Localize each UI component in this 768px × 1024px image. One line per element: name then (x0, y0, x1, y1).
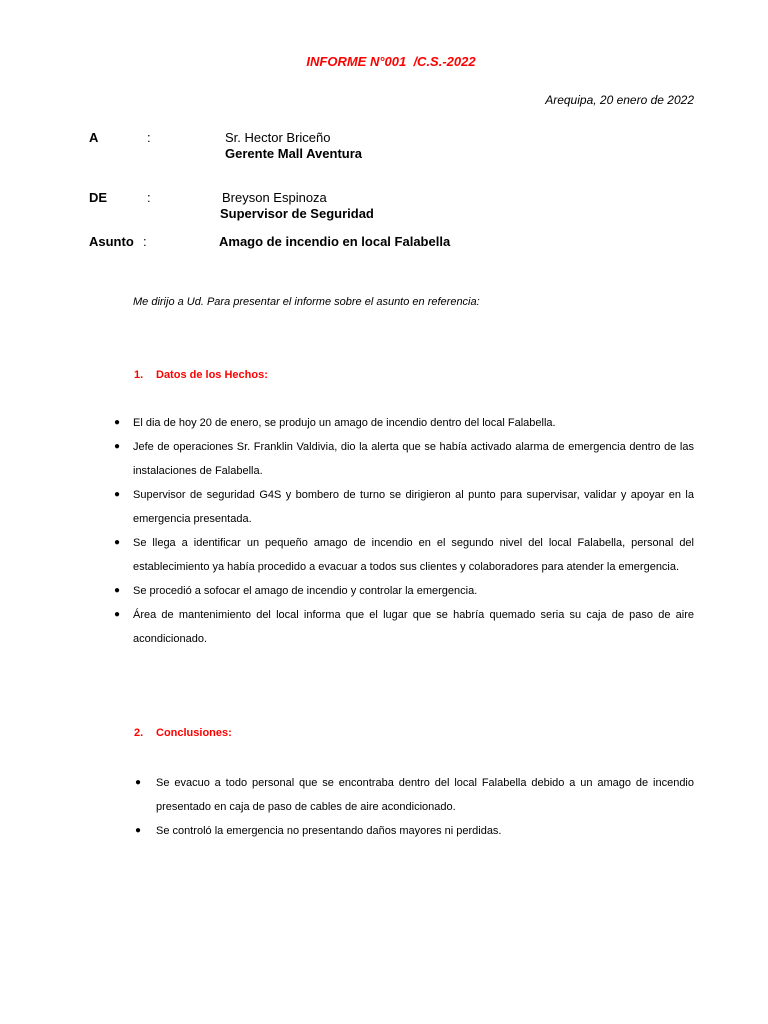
list-item (114, 603, 694, 651)
list-item (135, 771, 694, 819)
list-item-text: Se procedió a sofocar el amago de incendio y controlar la emergencia. (133, 585, 478, 597)
list-item-text: El dia de hoy 20 de enero, se produjo un amago de incendio dentro del local Falabella. (133, 417, 556, 429)
section-title-text: Datos de los Hechos: (156, 369, 268, 381)
bullet-icon: ● (135, 825, 142, 836)
list-item (114, 411, 694, 435)
list-item-text: Se llega a identificar un pequeño amago de incendio en el segundo nivel del local Falabella, personal del establecimiento ya había procedido a evacuar a todos sus clientes y colaboradores para atender la emergencia. (133, 537, 694, 573)
list-item-text: Se evacuo a todo personal que se encontraba dentro del local Falabella debido a un amago de incendio presentado en caja de paso de cables de aire acondicionado. (156, 777, 694, 813)
from-colon: : (147, 190, 151, 205)
list-item (114, 579, 694, 603)
from-position: Supervisor de Seguridad (220, 206, 374, 221)
section-title-conclusiones (134, 727, 232, 739)
from-name: Breyson Espinoza (222, 190, 327, 205)
bullet-icon: ● (114, 537, 121, 548)
subject-colon: : (143, 234, 147, 249)
section-title-text: Conclusiones: (156, 727, 232, 739)
list-item-text: Área de mantenimiento del local informa que el lugar que se habría quemado seria su caja de paso de aire acondicionado. (133, 609, 694, 645)
conclusiones-list (135, 771, 694, 843)
from-label: DE (89, 190, 108, 205)
to-name: Sr. Hector Briceño (225, 130, 331, 145)
section-number: 2. (134, 727, 144, 739)
section-number: 1. (134, 369, 144, 381)
bullet-icon: ● (114, 417, 121, 428)
list-item (114, 531, 694, 579)
bullet-icon: ● (114, 609, 121, 620)
bullet-icon: ● (114, 489, 121, 500)
subject-value: Amago de incendio en local Falabella (219, 234, 451, 249)
to-label: A (89, 130, 99, 145)
list-item-text: Supervisor de seguridad G4S y bombero de turno se dirigieron al punto para supervisar, validar y apoyar en la emergencia presentada. (133, 489, 694, 525)
to-colon: : (147, 130, 151, 145)
from-sender (220, 190, 374, 222)
bullet-icon: ● (135, 777, 142, 788)
section-title-hechos (134, 369, 268, 381)
list-item (114, 435, 694, 483)
subject-label: Asunto (89, 234, 134, 249)
hechos-list (114, 411, 694, 651)
list-item-text: Se controló la emergencia no presentando daños mayores ni perdidas. (156, 825, 502, 837)
list-item (114, 483, 694, 531)
list-item (135, 819, 694, 843)
list-item-text: Jefe de operaciones Sr. Franklin Valdivia, dio la alerta que se había activado alarma de emergencia dentro de las instalaciones de Falabella. (133, 441, 694, 477)
to-position: Gerente Mall Aventura (225, 146, 363, 161)
report-title: INFORME N°001 /C.S.-2022 (306, 54, 476, 69)
report-date: Arequipa, 20 enero de 2022 (545, 93, 694, 107)
to-recipient (225, 130, 362, 162)
bullet-icon: ● (114, 585, 121, 596)
intro-text: Me dirijo a Ud. Para presentar el informe sobre el asunto en referencia: (133, 296, 480, 308)
bullet-icon: ● (114, 441, 121, 452)
